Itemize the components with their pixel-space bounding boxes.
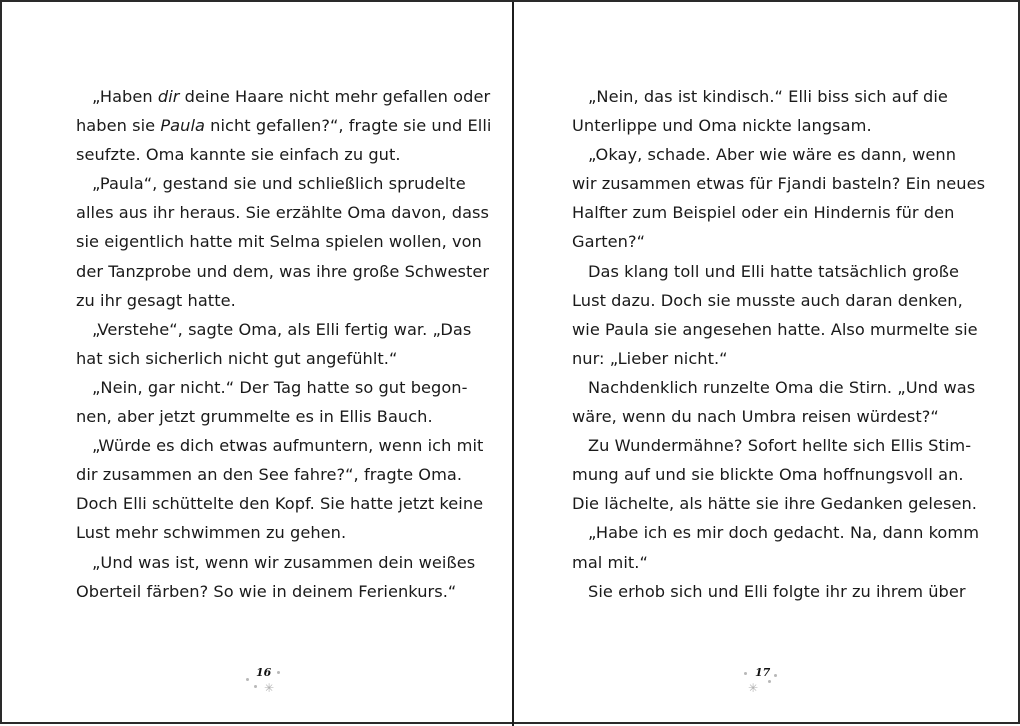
sparkle-star-icon: ✳	[264, 681, 275, 695]
text-run: „Und was ist, wenn wir zusammen dein weißes	[92, 552, 476, 572]
text-run: alles aus ihr heraus. Sie erzählte Oma davon, dass	[76, 203, 490, 223]
text-run: mal mit.“	[572, 552, 648, 572]
text-line	[572, 518, 985, 547]
sparkle-dot-icon	[246, 678, 249, 681]
text-line	[76, 518, 491, 547]
text-run: haben sie	[76, 116, 161, 136]
text-line	[572, 315, 985, 344]
text-run: Das klang toll und Elli hatte tatsächlich große	[588, 261, 960, 281]
text-run: mung auf und sie blickte Oma hoffnungsvoll an.	[572, 465, 964, 485]
text-run: deine Haare nicht mehr gefallen oder	[179, 87, 491, 106]
text-line	[572, 169, 985, 198]
text-run: „Würde es dich etwas aufmuntern, wenn ich mit	[92, 436, 484, 456]
text-run: „Nein, das ist kindisch.“ Elli biss sich auf die	[588, 87, 948, 106]
text-line	[572, 111, 985, 140]
text-line	[76, 548, 491, 577]
text-run: Nachdenklich runzelte Oma die Stirn. „Und was	[588, 377, 976, 397]
text-run: „Verstehe“, sagte Oma, als Elli fertig war. „Das	[92, 319, 472, 339]
text-line	[572, 402, 985, 431]
text-run: Die lächelte, als hätte sie ihre Gedanken gelesen.	[572, 494, 977, 514]
sparkle-dot-icon	[744, 672, 747, 675]
sparkle-dot-icon	[768, 680, 771, 683]
text-line	[572, 344, 985, 373]
text-line	[572, 373, 985, 402]
text-line	[76, 111, 491, 140]
text-run: „Okay, schade. Aber wie wäre es dann, wenn	[588, 145, 957, 165]
text-line	[572, 431, 985, 460]
text-line	[572, 460, 985, 489]
text-line	[76, 431, 491, 460]
text-run: hat sich sicherlich nicht gut angefühlt.“	[76, 348, 398, 368]
text-line	[76, 344, 491, 373]
text-run: Garten?“	[572, 232, 646, 252]
text-run: Zu Wundermähne? Sofort hellte sich Ellis Stim-	[588, 436, 972, 456]
text-run: Unterlippe und Oma nickte langsam.	[572, 116, 872, 136]
text-run: Doch Elli schüttelte den Kopf. Sie hatte jetzt keine	[76, 494, 484, 514]
text-run: Halfter zum Beispiel oder ein Hindernis für den	[572, 203, 955, 223]
sparkle-dot-icon	[254, 685, 257, 688]
text-line	[572, 227, 985, 256]
text-line	[572, 82, 985, 111]
text-line	[76, 169, 491, 198]
text-run: wie Paula sie angesehen hatte. Also murmelte sie	[572, 319, 978, 339]
text-line	[572, 198, 985, 227]
text-run: dir zusammen an den See fahre?“, fragte Oma.	[76, 465, 463, 485]
text-line	[572, 286, 985, 315]
text-run: Oberteil färben? So wie in deinem Ferienkurs.“	[76, 581, 457, 601]
text-line	[76, 402, 491, 431]
text-run: „Paula“, gestand sie und schließlich sprudelte	[92, 174, 466, 194]
page-number: 17	[755, 666, 771, 679]
text-run: wir zusammen etwas für Fjandi basteln? Ein neues	[572, 174, 986, 194]
text-run: wäre, wenn du nach Umbra reisen würdest?“	[572, 407, 939, 427]
emphasized-text: dir	[157, 87, 180, 106]
right-page-body	[572, 82, 985, 606]
text-run: der Tanzprobe und dem, was ihre große Schwester	[76, 261, 490, 281]
text-line	[76, 257, 491, 286]
text-line	[572, 257, 985, 286]
text-line	[76, 140, 491, 169]
text-line	[76, 577, 491, 606]
left-page-body	[76, 82, 491, 606]
text-run: nur: „Lieber nicht.“	[572, 348, 728, 368]
text-run: nen, aber jetzt grummelte es in Ellis Bauch.	[76, 407, 433, 427]
text-line	[572, 140, 985, 169]
text-line	[76, 489, 491, 518]
text-run: „Haben	[92, 87, 158, 106]
text-run: sie eigentlich hatte mit Selma spielen wollen, von	[76, 232, 482, 252]
text-line	[76, 373, 491, 402]
left-page	[2, 2, 512, 726]
text-line	[76, 315, 491, 344]
text-line	[76, 286, 491, 315]
emphasized-text: Paula	[160, 116, 205, 136]
left-page-folio	[234, 664, 294, 694]
text-line	[76, 460, 491, 489]
text-line	[572, 489, 985, 518]
text-run: zu ihr gesagt hatte.	[76, 290, 236, 310]
text-line	[76, 198, 491, 227]
page-number: 16	[256, 666, 272, 679]
text-run: „Habe ich es mir doch gedacht. Na, dann komm	[588, 523, 980, 543]
text-run: Lust mehr schwimmen zu gehen.	[76, 523, 347, 543]
sparkle-dot-icon	[774, 674, 777, 677]
sparkle-dot-icon	[277, 671, 280, 674]
right-page-folio	[734, 664, 794, 694]
text-run: Lust dazu. Doch sie musste auch daran denken,	[572, 290, 963, 310]
text-run: Sie erhob sich und Elli folgte ihr zu ihrem über	[588, 581, 966, 601]
text-run: nicht gefallen?“, fragte sie und Elli	[204, 116, 492, 136]
text-line	[76, 82, 491, 111]
text-run: seufzte. Oma kannte sie einfach zu gut.	[76, 145, 401, 165]
text-line	[572, 548, 985, 577]
right-page	[514, 2, 1020, 726]
text-run: „Nein, gar nicht.“ Der Tag hatte so gut begon-	[92, 377, 468, 397]
sparkle-star-icon: ✳	[748, 681, 759, 695]
text-line	[572, 577, 985, 606]
text-line	[76, 227, 491, 256]
